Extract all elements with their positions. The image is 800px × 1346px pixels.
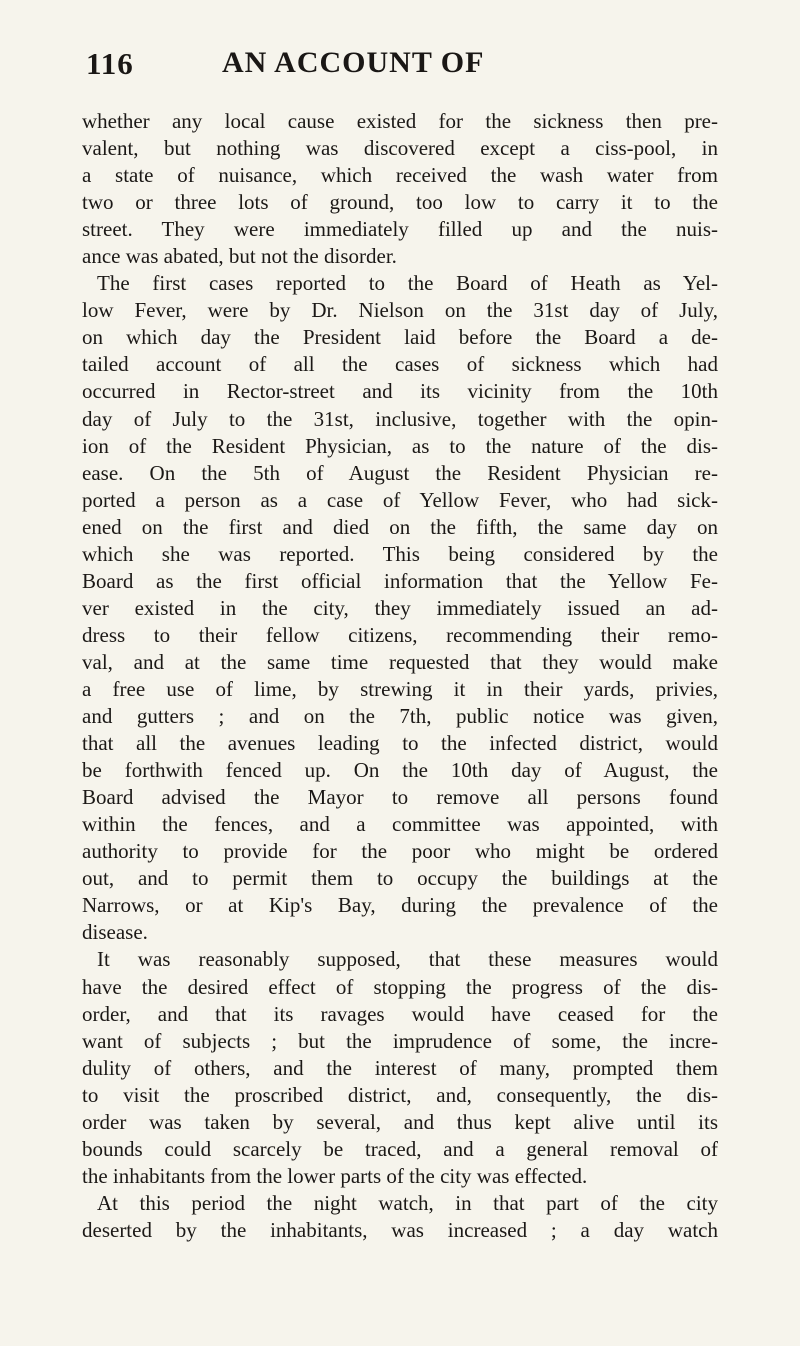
text-line: ance was abated, but not the disorder. [82,244,397,269]
paragraph [82,270,718,946]
text-line: low Fever, were by Dr. Nielson on the 31st day of July, [82,298,718,323]
text-line: ver existed in the city, they immediately issued an ad- [82,595,718,620]
text-line: ion of the Resident Physician, as to the nature of the dis- [82,433,718,458]
paragraph [82,108,718,270]
text-line: be forthwith fenced up. On the 10th day of August, the [82,758,718,783]
text-line: and gutters ; and on the 7th, public notice was given, [82,704,718,729]
text-line: that all the avenues leading to the infected district, would [82,731,718,756]
text-line: Narrows, or at Kip's Bay, during the prevalence of the [82,893,718,918]
text-line: a state of nuisance, which received the wash water from [82,163,718,188]
text-line: which she was reported. This being considered by the [82,541,718,566]
text-line: the inhabitants from the lower parts of the city was effected. [82,1163,588,1188]
paragraph [82,946,718,1189]
text-line: The first cases reported to the Board of Heath as Yel- [97,271,718,296]
text-line: ported a person as a case of Yellow Fever, who had sick- [82,487,718,512]
page-number: 116 [86,46,134,81]
text-line: order was taken by several, and thus kept alive until its [82,1109,718,1134]
text-line: bounds could scarcely be traced, and a general removal of [82,1136,718,1161]
text-line: val, and at the same time requested that they would make [82,649,718,674]
text-line: want of subjects ; but the imprudence of some, the incre- [82,1028,718,1053]
text-line: Board as the first official information that the Yellow Fe- [82,568,718,593]
text-line: day of July to the 31st, inclusive, together with the opin- [82,406,718,431]
text-line: ened on the first and died on the fifth, the same day on [82,514,718,539]
text-line: Board advised the Mayor to remove all persons found [82,785,718,810]
text-line: At this period the night watch, in that part of the city [97,1190,718,1215]
body-text [82,108,718,1244]
text-line: occurred in Rector-street and its vicinity from the 10th [82,379,718,404]
text-line: two or three lots of ground, too low to carry it to the [82,190,718,215]
text-line: to visit the proscribed district, and, consequently, the dis- [82,1082,718,1107]
text-line: It was reasonably supposed, that these measures would [97,947,718,972]
page-header [0,46,800,86]
text-line: authority to provide for the poor who might be ordered [82,839,718,864]
text-line: valent, but nothing was discovered except a ciss-pool, in [82,136,718,161]
text-line: ease. On the 5th of August the Resident Physician re- [82,460,718,485]
text-line: within the fences, and a committee was appointed, with [82,812,718,837]
running-title: AN ACCOUNT OF [222,46,485,79]
text-line: a free use of lime, by strewing it in their yards, privies, [82,676,718,701]
text-line: out, and to permit them to occupy the buildings at the [82,866,718,891]
text-line: whether any local cause existed for the sickness then pre- [82,109,718,133]
text-line: disease. [82,920,148,945]
text-line: on which day the President laid before the Board a de- [82,325,718,350]
text-line: dulity of others, and the interest of many, prompted them [82,1055,718,1080]
text-line: deserted by the inhabitants, was increased ; a day watch [82,1217,718,1242]
text-line: order, and that its ravages would have ceased for the [82,1001,718,1026]
text-line: tailed account of all the cases of sickness which had [82,352,718,377]
text-line: dress to their fellow citizens, recommending their remo- [82,622,718,647]
paragraph [82,1190,718,1244]
text-line: street. They were immediately filled up and the nuis- [82,217,718,242]
text-line: have the desired effect of stopping the progress of the dis- [82,974,718,999]
